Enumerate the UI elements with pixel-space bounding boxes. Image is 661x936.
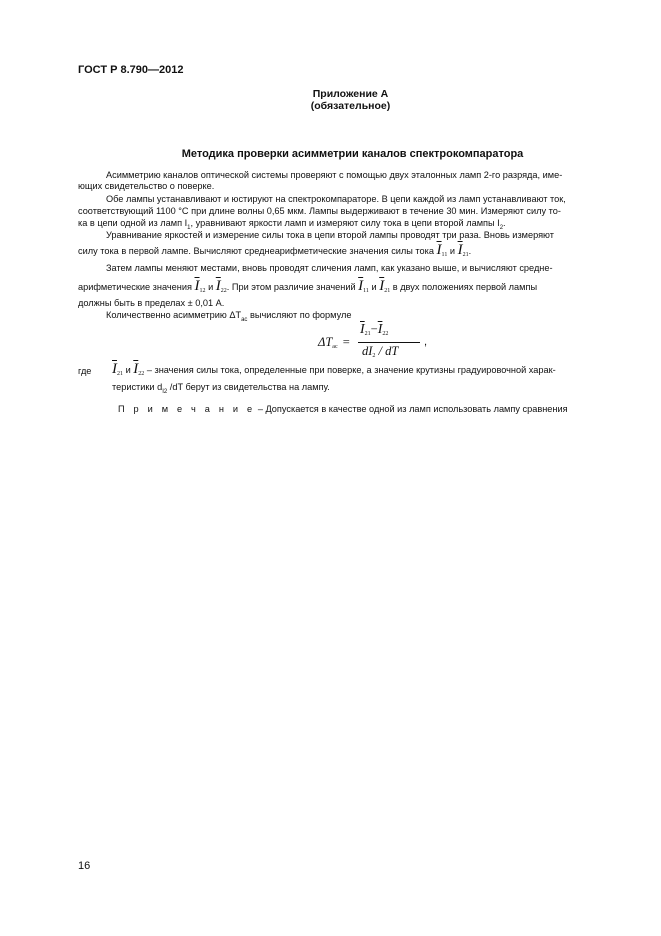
current-symbol: $\overline{I}_{21}$ — [379, 278, 391, 294]
current-symbol: $\overline{I}_{21}$ — [112, 361, 123, 377]
paragraph-line: Затем лампы меняют местами, вновь проводят сличения ламп, как указано выше, и вычисляют средне- — [106, 263, 553, 273]
paragraph-line: Уравнивание яркостей и измерение силы тока в цепи второй лампы проводят три раза. Вновь измеряют — [106, 230, 554, 240]
standard-header: ГОСТ Р 8.790—2012 — [78, 64, 184, 76]
note — [118, 404, 568, 414]
current-symbol: $\overline{I}_{11}$ — [358, 278, 369, 294]
paragraph-line: Асимметрию каналов оптической системы проверяют с помощью двух эталонных ламп 2-го разряда, име- — [106, 170, 563, 180]
current-symbol: $\overline{I}_{21}$ — [457, 242, 469, 258]
current-symbol: $\overline{I}_{11}$ — [436, 242, 448, 258]
current-symbol: $\overline{I}_{12}$ — [194, 278, 206, 294]
paragraph-line: ка в цепи одной из ламп $I_1$, уравнивают яркости ламп и измеряют силу тока в цепи второй лампы $I_2$. — [78, 218, 506, 231]
paragraph-line: силу тока в первой лампе. Вычисляют среднеарифметические значения силы тока $\overline{I}_{11}$ и $\overline{I}_{21}$. — [78, 242, 472, 258]
page-number: 16 — [78, 860, 91, 872]
paragraph-line: соответствующий 1100 °С при длине волны 0,65 мкм. Лампы выдерживают в течение 30 мин. Измеряют силу то- — [78, 206, 561, 216]
where-line: теристики $d_{I2}$ /dT берут из свидетельства на лампу. — [112, 382, 330, 395]
asymmetry-formula: $\Delta T_{ас}$ = $\overline{I}_{21}-\overline{I}_{22}$ $dI_2$ / dT , — [318, 322, 428, 359]
formula-denominator: $dI_2$ / dT — [362, 344, 399, 359]
paragraph-line: Количественно асимметрию $\Delta Т_{ас}$ вычисляют по формуле — [106, 310, 352, 323]
section-title: Методика проверки асимметрии каналов спектрокомпаратора — [181, 148, 524, 160]
paragraph-line: должны быть в пределах ± 0,01 А. — [78, 298, 225, 308]
where-label: где — [78, 366, 92, 376]
paragraph-line: арифметические значения $\overline{I}_{12}$ и $\overline{I}_{22}$. При этом различие значений $\overline{I}_{11}$ и $\overline{I}_{21}$ в двух положениях первой лампы — [78, 278, 538, 294]
where-line: $\overline{I}_{21}$ и $\overline{I}_{22}$ – значения силы тока, определенные при поверке, а значение крутизны градуировочной харак- — [112, 361, 556, 377]
appendix-status: (обязательное) — [310, 100, 391, 112]
paragraph-line: Обе лампы устанавливают и юстируют на спектрокомпараторе. В цепи каждой из ламп устанавливают ток, — [106, 194, 566, 204]
paragraph-line: ющих свидетельство о поверке. — [78, 181, 215, 191]
current-symbol: $\overline{I}_{22}$ — [133, 361, 145, 377]
note-label: П р и м е ч а н и е — [118, 404, 256, 414]
appendix-title: Приложение А — [312, 88, 389, 100]
current-symbol: $\overline{I}_{22}$ — [215, 278, 227, 294]
formula-numerator: $\overline{I}_{21}-\overline{I}_{22}$ — [360, 322, 389, 337]
note-text: – Допускается в качестве одной из ламп использовать лампу сравнения — [255, 404, 568, 414]
fraction-bar — [358, 342, 420, 343]
